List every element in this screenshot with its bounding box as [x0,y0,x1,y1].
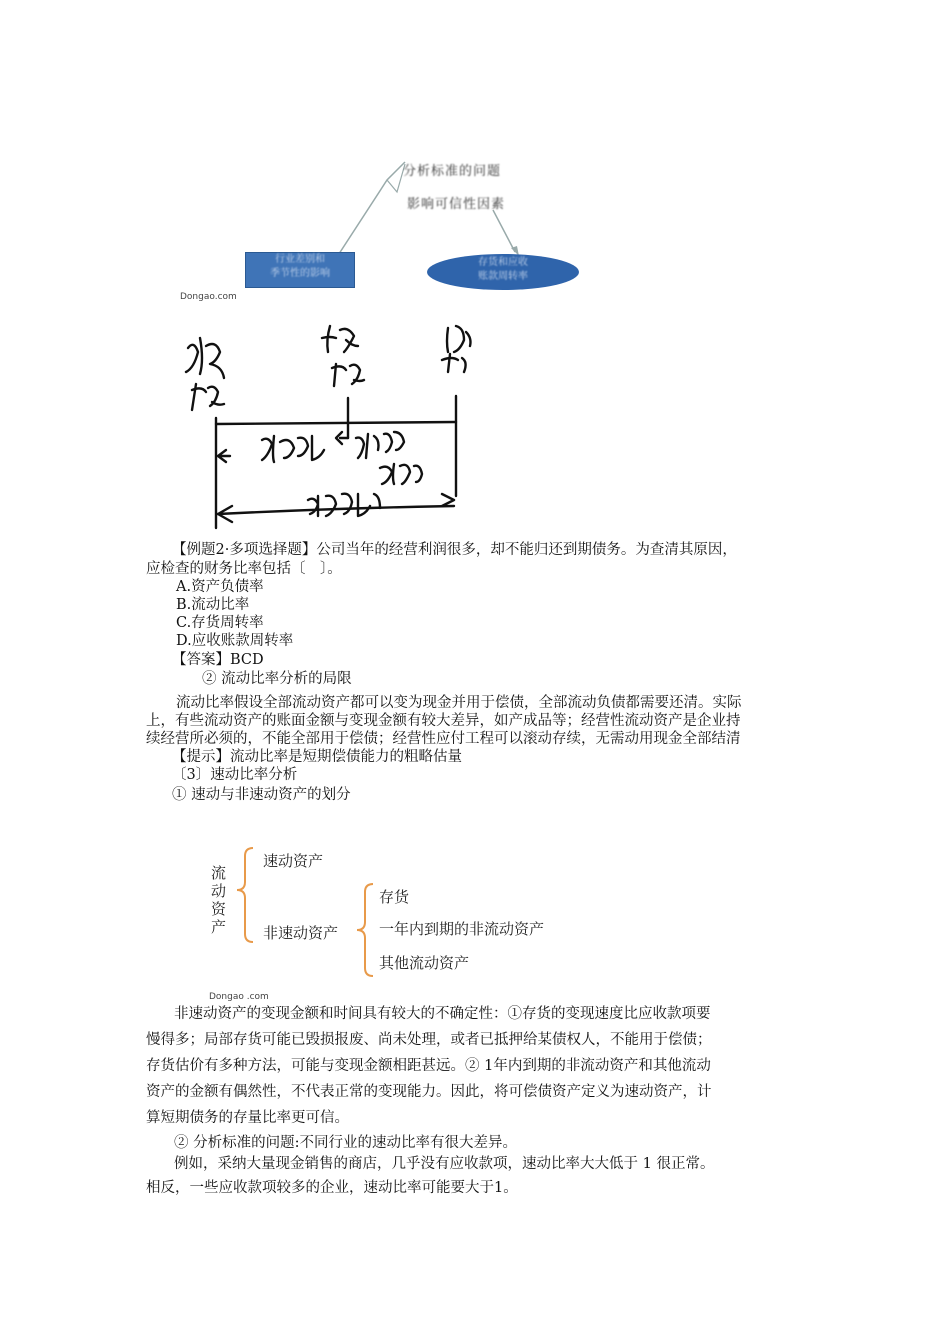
para-line: 资产的金额有偶然性，不代表正常的变现能力。因此，将可偿债资产定义为速动资产，计 [146,1084,712,1100]
handwritten-operating-cycle-sketch [170,318,500,533]
section-heading-standard: ② 分析标准的问题:不同行业的速动比率有很大差异。 [174,1135,517,1151]
tip: 【提示】流动比率是短期偿债能力的粗略估量 [172,749,462,765]
tree-quick-assets: 速动资产 [263,852,324,870]
figure-analysis-standard [175,150,595,305]
para-line: 例如，采纳大量现金销售的商店，几乎没有应收款项，速动比率大大低于 1 很正常。 [174,1156,715,1172]
para-line: 慢得多；局部存货可能已毁损报废、尚未处理，或者已抵押给某债权人，不能用于偿债； [146,1032,712,1048]
figure-label-reliability: 影响可信性因素 [407,197,506,212]
tree-child-other: 其他流动资产 [379,954,470,972]
figure-ellipse-line: 存货和应收 [478,257,528,268]
section-heading-limitations: ② 流动比率分析的局限 [202,671,352,687]
watermark-top: Dongao.com [180,292,237,302]
figure-current-assets-tree [205,842,625,1007]
para-line: 相反，一些应收款项较多的企业，速动比率可能要大于1。 [146,1180,518,1196]
figure-label-standard: 分析标准的问题 [403,164,502,179]
para-line: 流动比率假设全部流动资产都可以变为现金并用于偿债，全部流动负债都需要还清。实际 [176,695,742,711]
option-a: A.资产负债率 [176,579,264,595]
tree-root-char: 动 [211,882,227,900]
option-b: B.流动比率 [176,597,250,613]
option-c: C.存货周转率 [176,615,264,631]
tree-nonquick-assets: 非速动资产 [263,924,339,942]
figure-ellipse-turnover [427,254,579,290]
tree-root-char: 资 [211,900,227,918]
para-line: 存货估价有多种方法，可能与变现金额相距甚远。② 1年内到期的非流动资产和其他流动 [146,1058,711,1074]
para-line: 续经营所必须的，不能全部用于偿债；经营性应付工程可以滚动存续，无需动用现金全部结清 [146,731,741,747]
example-line-2: 应检查的财务比率包括〔 〕。 [146,561,342,577]
watermark-bottom: Dongao .com [209,992,269,1002]
answer: 【答案】BCD [172,652,264,668]
tree-root-char: 产 [211,918,227,936]
handwriting-drawing [170,318,500,533]
para-line: 非速动资产的变现金额和时间具有较大的不确定性：①存货的变现速度比应收款项要 [174,1006,711,1022]
figure-box-industry [245,252,355,288]
figure-ellipse-line: 账款周转率 [478,271,528,282]
example-line-1: 【例题2·多项选择题】公司当年的经营利润很多，却不能归还到期债务。为查清其原因， [172,542,737,558]
para-line: 算短期债务的存量比率更可信。 [146,1110,349,1126]
tree-child-noncurrent-due: 一年内到期的非流动资产 [379,920,545,938]
figure-box-line: 季节性的影响 [270,268,330,279]
option-d: D.应收账款周转率 [176,633,294,649]
tree-child-inventory: 存货 [379,888,410,906]
tree-root-char: 流 [211,864,227,882]
para-line: 上，有些流动资产的账面金额与变现金额有较大差异，如产成品等；经营性流动资产是企业持 [146,713,741,729]
subheading-quick-ratio: 〔3〕速动比率分析 [172,767,298,783]
figure-box-line: 行业差别和 [275,254,325,265]
subheading-classification: ① 速动与非速动资产的划分 [172,787,351,803]
